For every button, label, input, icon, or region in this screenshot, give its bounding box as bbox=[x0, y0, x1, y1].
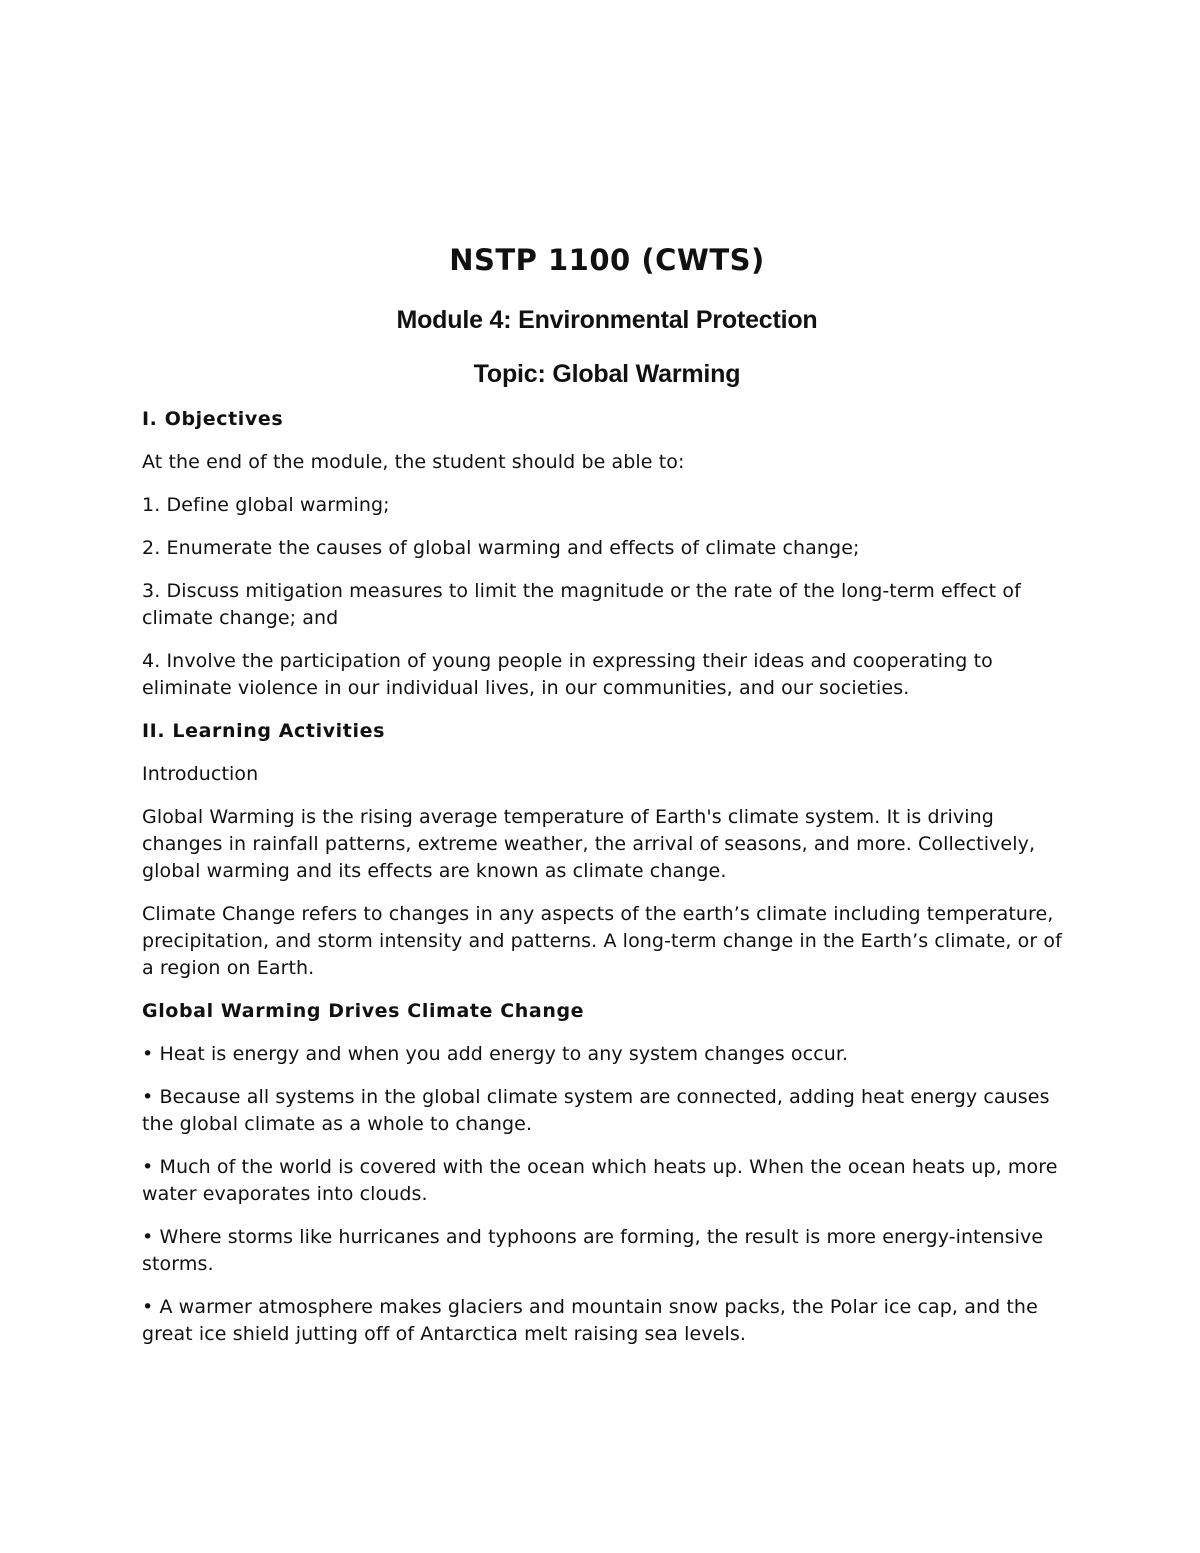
module-title: Module 4: Environmental Protection bbox=[396, 306, 818, 334]
bullet-item: • Heat is energy and when you add energy to any system changes occur. bbox=[142, 1043, 849, 1065]
objectives-intro: At the end of the module, the student should be able to: bbox=[142, 451, 685, 473]
objectives-list bbox=[142, 492, 1072, 702]
introduction-label: Introduction bbox=[142, 763, 259, 785]
global-warming-paragraph: Global Warming is the rising average temperature of Earth's climate system. It is driving changes in rainfall patterns, extreme weather, the arrival of seasons, and more. Collectively, global warming and its effects are known as climate change. bbox=[142, 806, 1036, 882]
bullet-item: • Where storms like hurricanes and typhoons are forming, the result is more energy-intensive storms. bbox=[142, 1226, 1044, 1275]
objectives-heading: I. Objectives bbox=[142, 408, 284, 430]
bullet-item: • Much of the world is covered with the ocean which heats up. When the ocean heats up, more water evaporates into clouds. bbox=[142, 1156, 1058, 1205]
objective-item: 1. Define global warming; bbox=[142, 494, 390, 516]
topic-title: Topic: Global Warming bbox=[473, 360, 741, 388]
climate-change-bullets bbox=[142, 1041, 1072, 1348]
document-content bbox=[142, 240, 1072, 1364]
document-title: NSTP 1100 (CWTS) bbox=[449, 243, 765, 277]
learning-activities-heading: II. Learning Activities bbox=[142, 720, 385, 742]
climate-change-heading: Global Warming Drives Climate Change bbox=[142, 1000, 585, 1022]
objective-item: 2. Enumerate the causes of global warming and effects of climate change; bbox=[142, 537, 860, 559]
bullet-item: • Because all systems in the global climate system are connected, adding heat energy causes the global climate as a whole to change. bbox=[142, 1086, 1050, 1135]
bullet-item: • A warmer atmosphere makes glaciers and mountain snow packs, the Polar ice cap, and the great ice shield jutting off of Antarctica melt raising sea levels. bbox=[142, 1296, 1038, 1345]
objective-item: 3. Discuss mitigation measures to limit the magnitude or the rate of the long-term effect of climate change; and bbox=[142, 580, 1021, 629]
climate-change-paragraph: Climate Change refers to changes in any aspects of the earth’s climate including temperature, precipitation, and storm intensity and patterns. A long-term change in the Earth’s climate, or of a region on Earth. bbox=[142, 903, 1062, 979]
objective-item: 4. Involve the participation of young people in expressing their ideas and cooperating to eliminate violence in our individual lives, in our communities, and our societies. bbox=[142, 650, 993, 699]
